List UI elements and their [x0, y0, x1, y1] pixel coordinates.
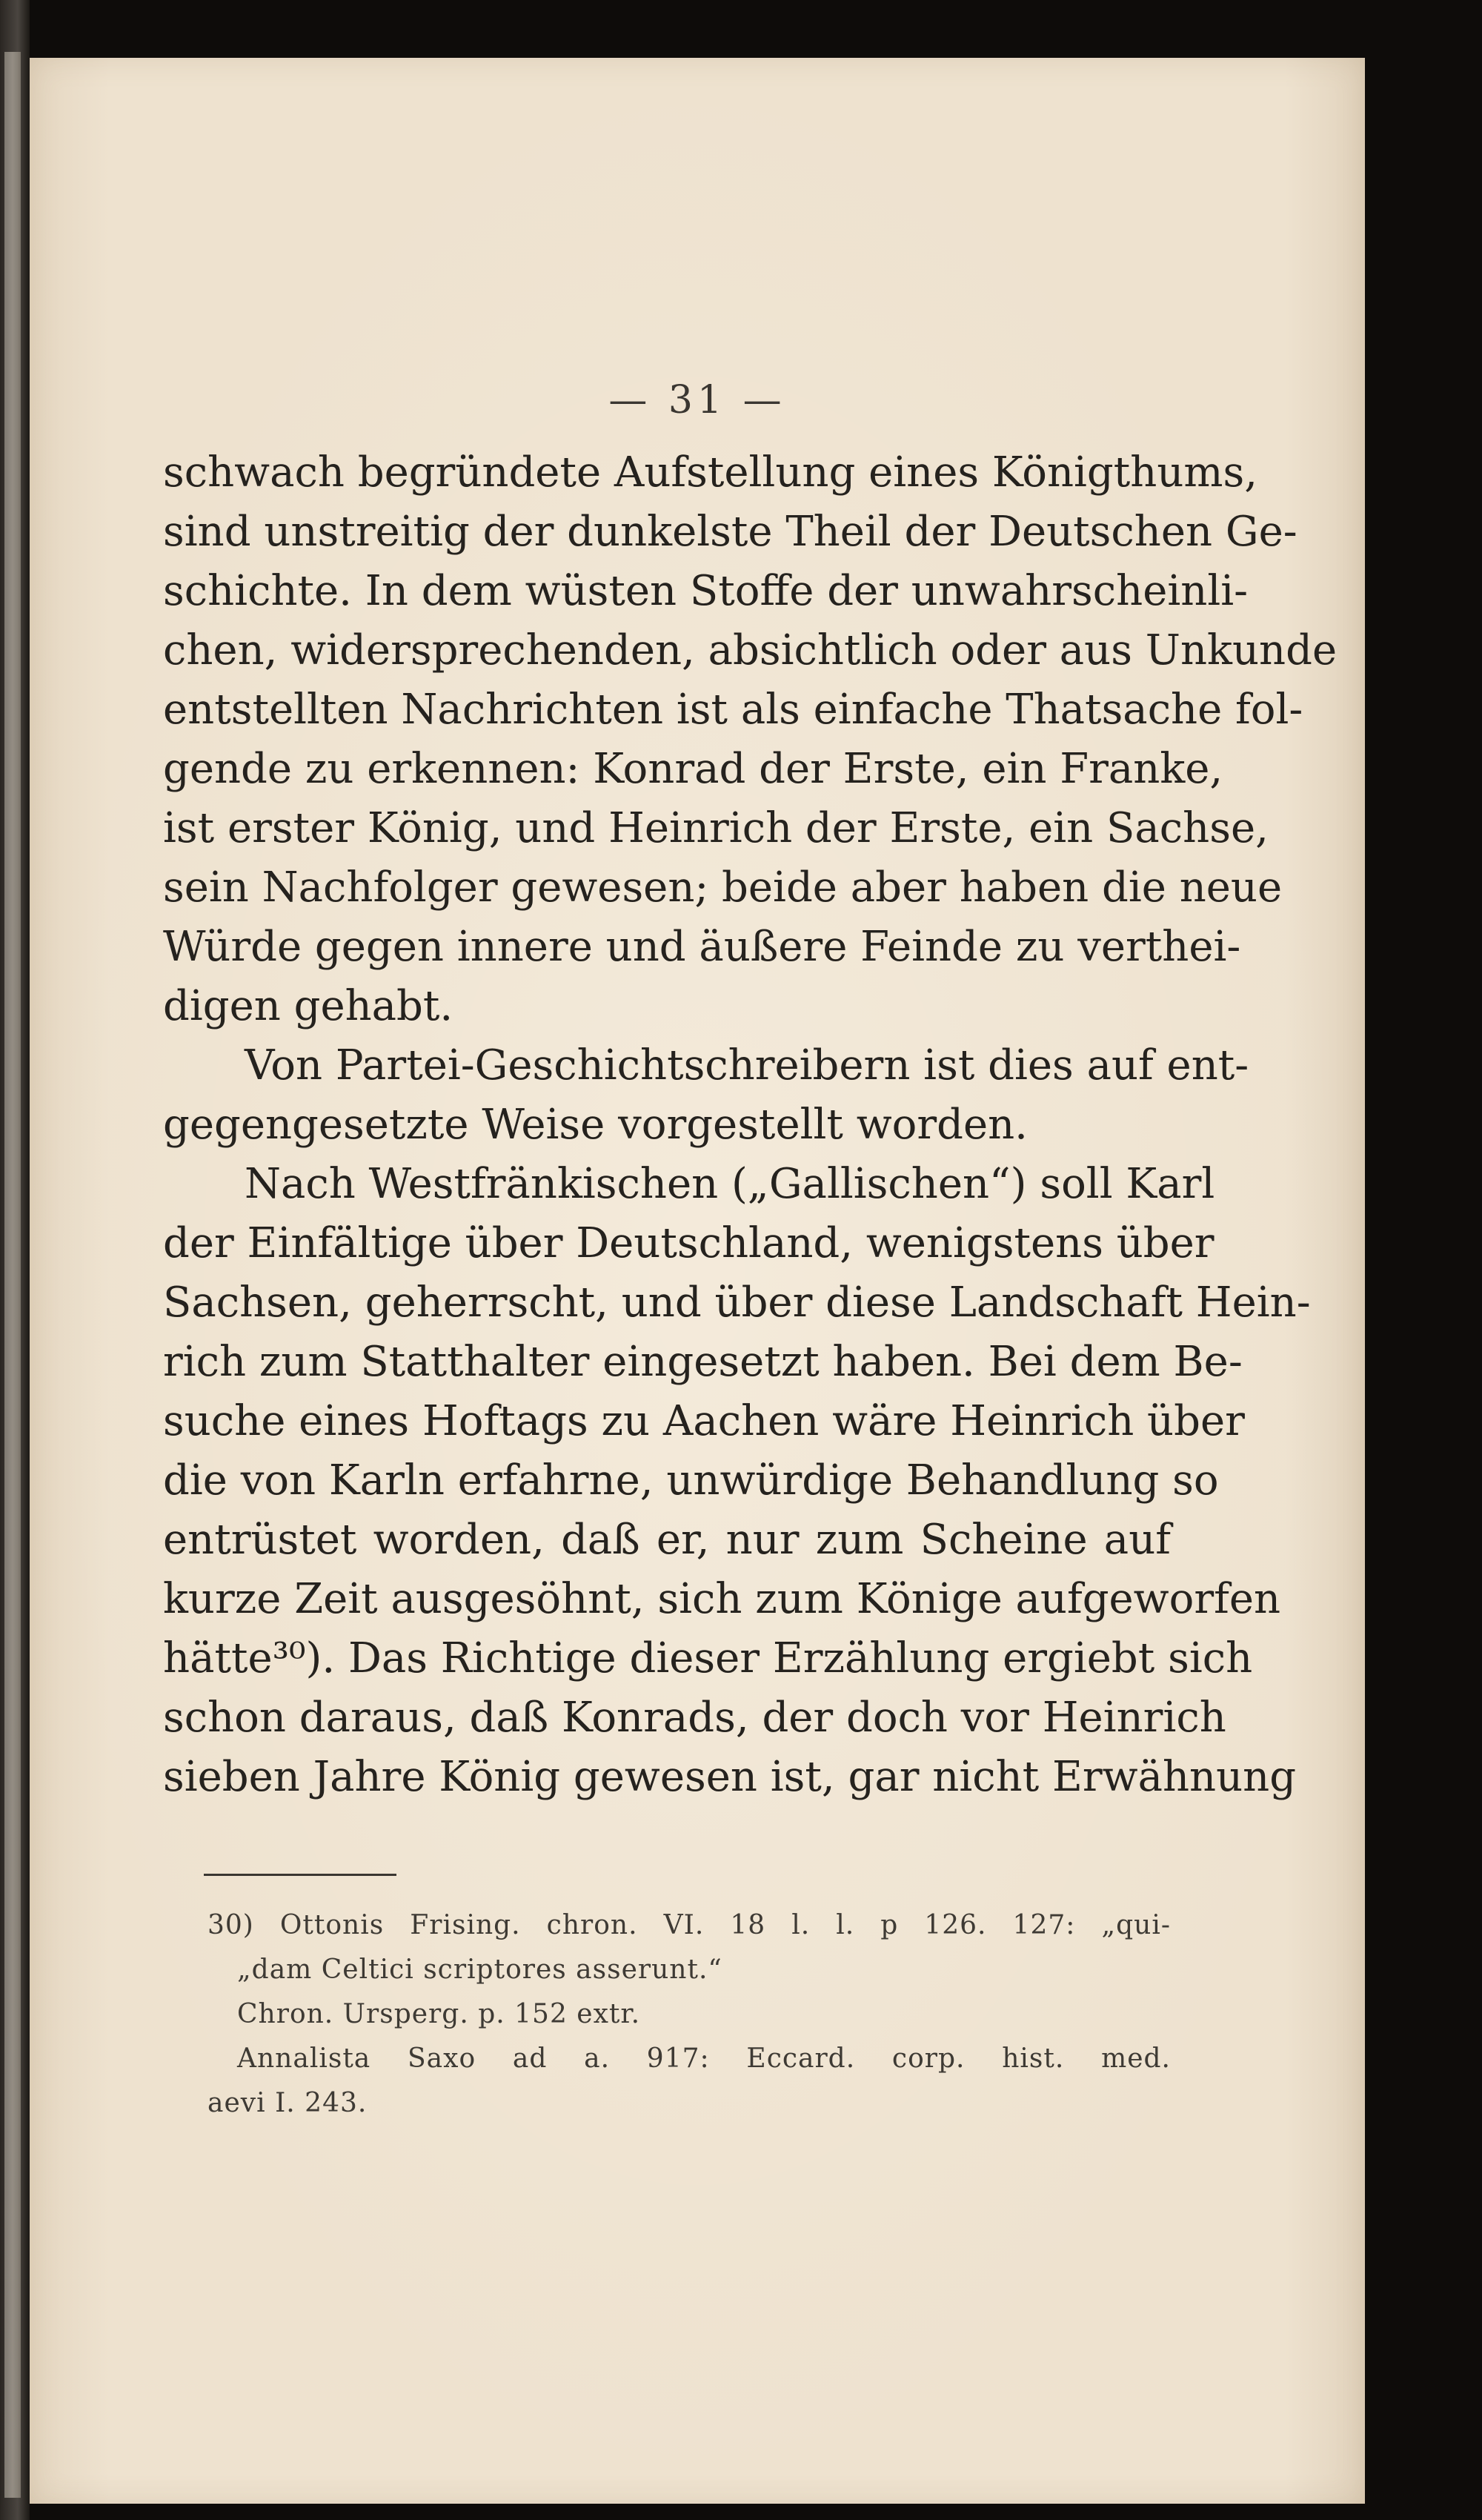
text-line: entrüstet worden, daß er, nur zum Scheine auf	[163, 1516, 1171, 1564]
text-line: hätte³⁰). Das Richtige dieser Erzählung ergiebt sich	[163, 1634, 1253, 1682]
text-line: der Einfältige über Deutschland, wenigstens über	[163, 1219, 1214, 1267]
page-number: — 31 —	[608, 378, 786, 422]
text-line: Sachsen, geherrscht, und über diese Landschaft Hein-	[163, 1279, 1311, 1327]
text-line: entstellten Nachrichten ist als einfache Thatsache fol-	[163, 686, 1303, 734]
paragraph-start-line: Von Partei-Geschichtschreibern ist dies auf ent-	[245, 1041, 1249, 1090]
text-line: kurze Zeit ausgesöhnt, sich zum Könige aufgeworfen	[163, 1575, 1281, 1623]
text-line: sind unstreitig der dunkelste Theil der Deutschen Ge-	[163, 508, 1297, 556]
footnote-line: Chron. Ursperg. p. 152 extr.	[237, 1999, 641, 2029]
text-line: suche eines Hoftags zu Aachen wäre Heinrich über	[163, 1397, 1245, 1445]
text-line: schichte. In dem wüsten Stoffe der unwahrscheinli-	[163, 567, 1249, 615]
text-line: chen, widersprechenden, absichtlich oder aus Unkunde	[163, 626, 1338, 674]
footnotes	[207, 1903, 1171, 2126]
footnote-line: Annalista Saxo ad a. 917: Eccard. corp. hist. med.	[237, 2043, 1171, 2074]
footnote-separator	[204, 1874, 396, 1876]
text-line: schon daraus, daß Konrads, der doch vor Heinrich	[163, 1694, 1226, 1742]
book-page	[30, 58, 1365, 2504]
footnote-line: „dam Celtici scriptores asserunt.“	[237, 1954, 722, 1985]
footnote-line: aevi I. 243.	[207, 2088, 368, 2118]
footnote-line: 30) Ottonis Frising. chron. VI. 18 l. l. p 126. 127: „qui-	[207, 1910, 1171, 1940]
text-line: Würde gegen innere und äußere Feinde zu verthei-	[163, 923, 1241, 971]
text-line: digen gehabt.	[163, 982, 453, 1030]
text-line: sein Nachfolger gewesen; beide aber haben die neue	[163, 863, 1283, 912]
paragraph-start-line: Nach Westfränkischen („Gallischen“) soll Karl	[245, 1160, 1215, 1208]
spine-strip	[4, 52, 21, 2498]
text-line: die von Karln erfahrne, unwürdige Behandlung so	[163, 1456, 1219, 1505]
main-text	[163, 443, 1338, 1807]
text-line: ist erster König, und Heinrich der Erste, ein Sachse,	[163, 804, 1269, 852]
text-line: gegengesetzte Weise vorgestellt worden.	[163, 1101, 1028, 1149]
text-line: sieben Jahre König gewesen ist, gar nicht Erwähnung	[163, 1753, 1297, 1801]
text-line: gende zu erkennen: Konrad der Erste, ein Franke,	[163, 745, 1223, 793]
text-line: schwach begründete Aufstellung eines Königthums,	[163, 448, 1258, 497]
text-line: rich zum Statthalter eingesetzt haben. Bei dem Be-	[163, 1338, 1243, 1386]
